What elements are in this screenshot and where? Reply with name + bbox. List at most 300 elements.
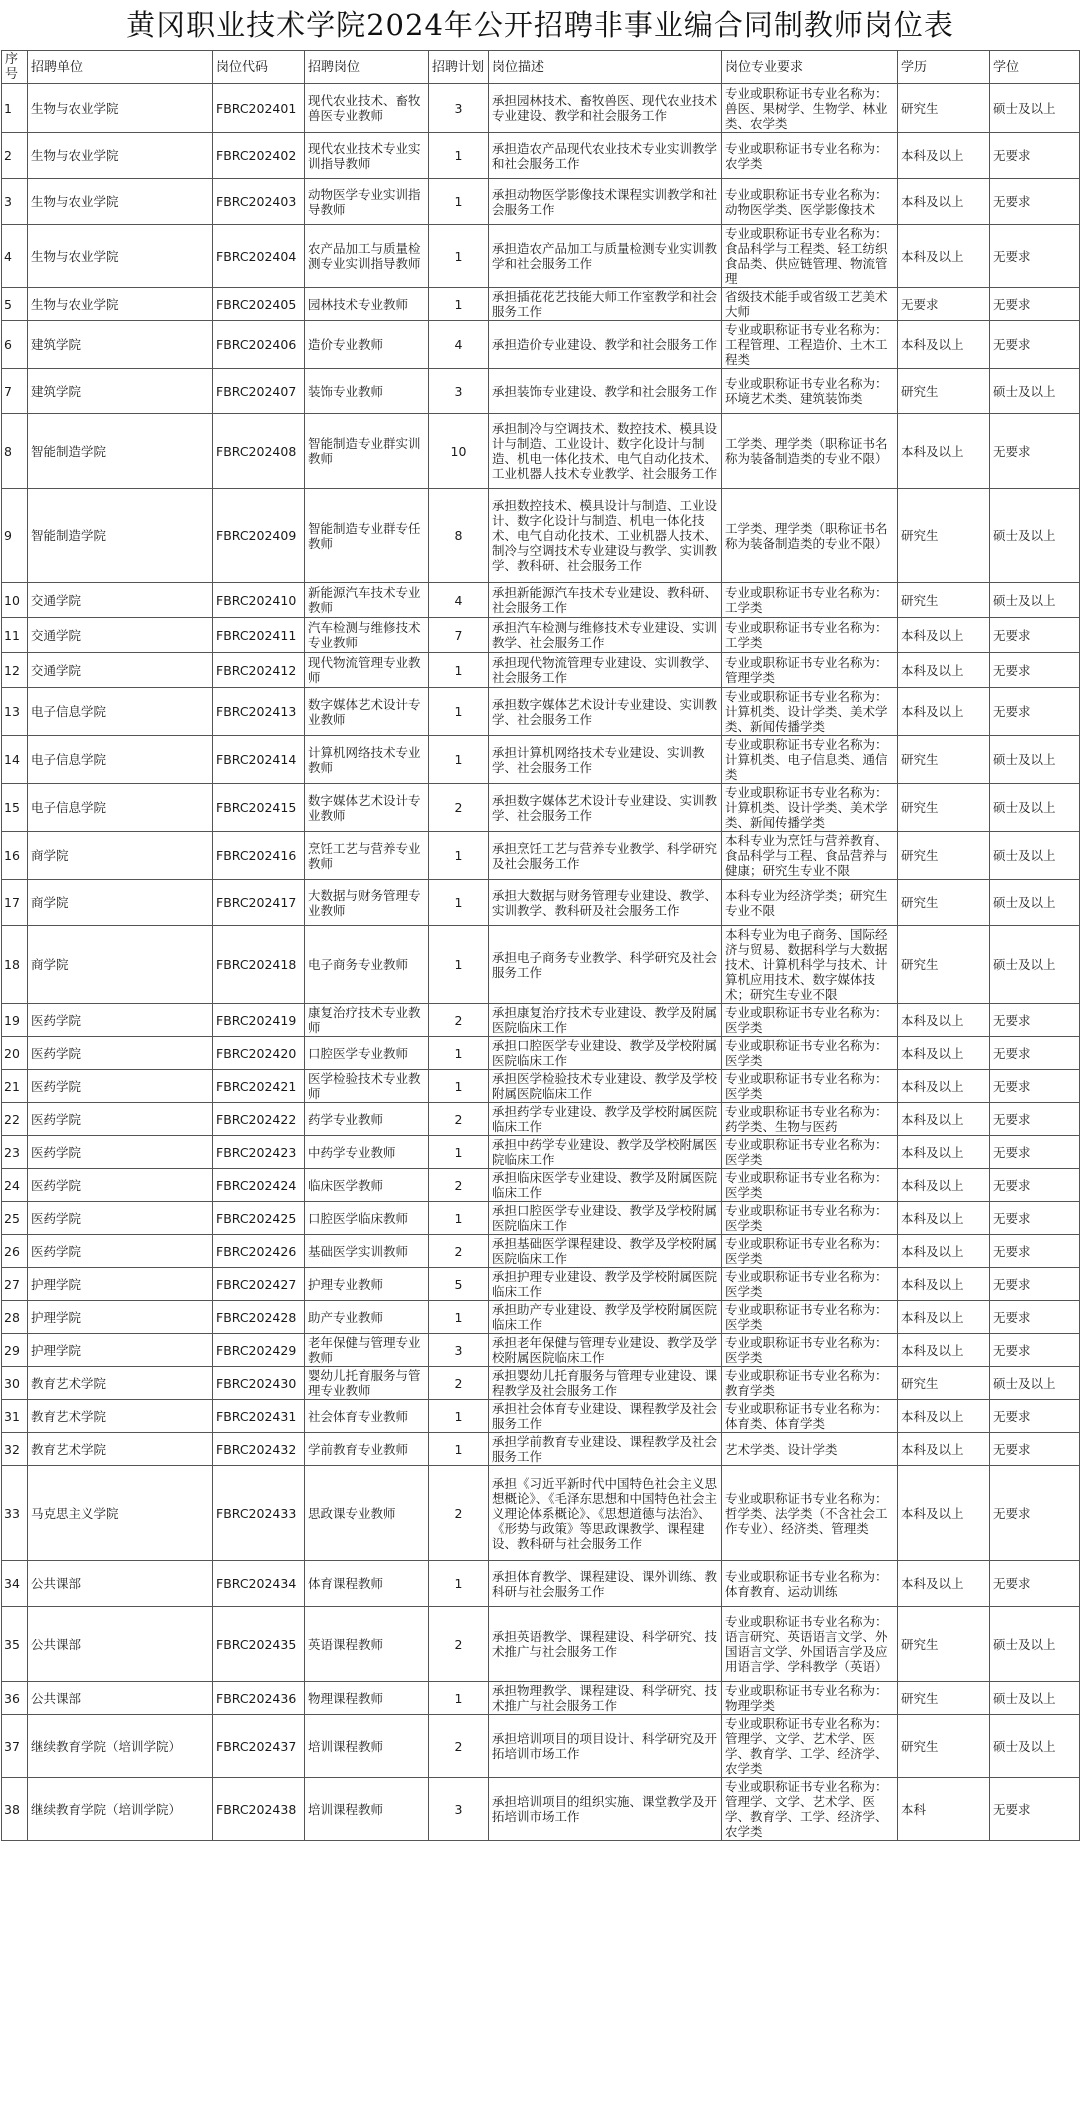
recruit-count-cell: 2: [429, 1169, 489, 1202]
position-code-cell: FBRC202404: [213, 225, 305, 288]
position-title-cell: 智能制造专业群专任教师: [305, 489, 429, 583]
degree-cell: 无要求: [990, 133, 1080, 179]
row-index-cell: 27: [2, 1268, 28, 1301]
position-code-cell: FBRC202416: [213, 832, 305, 880]
major-requirement-cell: 艺术学类、设计学类: [722, 1433, 898, 1466]
recruit-count-cell: 1: [429, 1400, 489, 1433]
education-cell: 本科及以上: [898, 653, 990, 688]
row-index-cell: 13: [2, 688, 28, 736]
row-index-cell: 28: [2, 1301, 28, 1334]
position-title-cell: 老年保健与管理专业教师: [305, 1334, 429, 1367]
position-title-cell: 新能源汽车技术专业教师: [305, 583, 429, 618]
degree-cell: 无要求: [990, 618, 1080, 653]
row-index-cell: 19: [2, 1004, 28, 1037]
recruit-count-cell: 1: [429, 1433, 489, 1466]
major-requirement-cell: 专业或职称证书专业名称为：计算机类、设计学类、美术学类、新闻传播学类: [722, 784, 898, 832]
header-cell: 招聘计划: [429, 51, 489, 84]
degree-cell: 无要求: [990, 1070, 1080, 1103]
position-title-cell: 口腔医学专业教师: [305, 1037, 429, 1070]
degree-cell: 无要求: [990, 1103, 1080, 1136]
recruiting-unit-cell: 医药学院: [28, 1037, 213, 1070]
degree-cell: 硕士及以上: [990, 832, 1080, 880]
degree-cell: 无要求: [990, 225, 1080, 288]
table-row: [2, 688, 1080, 736]
degree-cell: 硕士及以上: [990, 1715, 1080, 1778]
position-title-cell: 装饰专业教师: [305, 369, 429, 414]
row-index-cell: 9: [2, 489, 28, 583]
table-row: [2, 1334, 1080, 1367]
education-cell: 本科: [898, 1778, 990, 1841]
position-code-cell: FBRC202418: [213, 926, 305, 1004]
table-row: [2, 832, 1080, 880]
recruiting-unit-cell: 智能制造学院: [28, 489, 213, 583]
table-row: [2, 1367, 1080, 1400]
position-code-cell: FBRC202403: [213, 179, 305, 225]
page-title: 黄冈职业技术学院2024年公开招聘非事业编合同制教师岗位表: [126, 8, 954, 42]
position-code-cell: FBRC202421: [213, 1070, 305, 1103]
position-title-cell: 培训课程教师: [305, 1715, 429, 1778]
row-index-cell: 26: [2, 1235, 28, 1268]
row-index-cell: 16: [2, 832, 28, 880]
major-requirement-cell: 专业或职称证书专业名称为：计算机类、设计学类、美术学类、新闻传播学类: [722, 688, 898, 736]
position-title-cell: 物理课程教师: [305, 1682, 429, 1715]
header-cell: 岗位代码: [213, 51, 305, 84]
major-requirement-cell: 专业或职称证书专业名称为：医学类: [722, 1268, 898, 1301]
header-cell: 序号: [2, 51, 28, 84]
recruiting-unit-cell: 电子信息学院: [28, 688, 213, 736]
position-description-cell: 承担烹饪工艺与营养专业教学、科学研究及社会服务工作: [489, 832, 722, 880]
major-requirement-cell: 专业或职称证书专业名称为：食品科学与工程类、轻工纺织食品类、供应链管理、物流管理: [722, 225, 898, 288]
degree-cell: 无要求: [990, 1561, 1080, 1607]
major-requirement-cell: 专业或职称证书专业名称为：哲学类、法学类（不含社会工作专业）、经济类、管理类: [722, 1466, 898, 1561]
header-cell: 岗位专业要求: [722, 51, 898, 84]
recruiting-unit-cell: 交通学院: [28, 583, 213, 618]
education-cell: 本科及以上: [898, 1235, 990, 1268]
table-row: [2, 369, 1080, 414]
position-code-cell: FBRC202423: [213, 1136, 305, 1169]
major-requirement-cell: 本科专业为经济学类；研究生专业不限: [722, 880, 898, 926]
recruiting-unit-cell: 交通学院: [28, 653, 213, 688]
positions-table: [1, 50, 1080, 1841]
table-row: [2, 1235, 1080, 1268]
recruit-count-cell: 1: [429, 653, 489, 688]
position-title-cell: 社会体育专业教师: [305, 1400, 429, 1433]
degree-cell: 无要求: [990, 1169, 1080, 1202]
degree-cell: 无要求: [990, 1037, 1080, 1070]
position-code-cell: FBRC202409: [213, 489, 305, 583]
row-index-cell: 10: [2, 583, 28, 618]
degree-cell: 硕士及以上: [990, 880, 1080, 926]
major-requirement-cell: 专业或职称证书专业名称为：医学类: [722, 1037, 898, 1070]
education-cell: 本科及以上: [898, 1037, 990, 1070]
major-requirement-cell: 专业或职称证书专业名称为：教育学类: [722, 1367, 898, 1400]
position-code-cell: FBRC202431: [213, 1400, 305, 1433]
degree-cell: 无要求: [990, 1334, 1080, 1367]
major-requirement-cell: 专业或职称证书专业名称为：药学类、生物与医药: [722, 1103, 898, 1136]
row-index-cell: 12: [2, 653, 28, 688]
position-code-cell: FBRC202411: [213, 618, 305, 653]
table-row: [2, 583, 1080, 618]
degree-cell: 硕士及以上: [990, 1607, 1080, 1682]
recruit-count-cell: 3: [429, 369, 489, 414]
major-requirement-cell: 专业或职称证书专业名称为：管理学类: [722, 653, 898, 688]
recruiting-unit-cell: 建筑学院: [28, 321, 213, 369]
position-description-cell: 承担助产专业建设、教学及学校附属医院临床工作: [489, 1301, 722, 1334]
row-index-cell: 32: [2, 1433, 28, 1466]
degree-cell: 无要求: [990, 688, 1080, 736]
recruiting-unit-cell: 医药学院: [28, 1235, 213, 1268]
recruit-count-cell: 10: [429, 414, 489, 489]
position-description-cell: 承担婴幼儿托育服务与管理专业建设、课程教学及社会服务工作: [489, 1367, 722, 1400]
recruit-count-cell: 1: [429, 688, 489, 736]
position-description-cell: 承担体育教学、课程建设、课外训练、教科研与社会服务工作: [489, 1561, 722, 1607]
row-index-cell: 25: [2, 1202, 28, 1235]
position-code-cell: FBRC202425: [213, 1202, 305, 1235]
position-title-cell: 园林技术专业教师: [305, 288, 429, 321]
table-row: [2, 1466, 1080, 1561]
education-cell: 无要求: [898, 288, 990, 321]
position-description-cell: 承担造农产品加工与质量检测专业实训教学和社会服务工作: [489, 225, 722, 288]
recruit-count-cell: 3: [429, 84, 489, 133]
major-requirement-cell: 专业或职称证书专业名称为：医学类: [722, 1301, 898, 1334]
degree-cell: 硕士及以上: [990, 784, 1080, 832]
row-index-cell: 15: [2, 784, 28, 832]
position-code-cell: FBRC202412: [213, 653, 305, 688]
recruit-count-cell: 5: [429, 1268, 489, 1301]
row-index-cell: 31: [2, 1400, 28, 1433]
position-description-cell: 承担新能源汽车技术专业建设、教科研、社会服务工作: [489, 583, 722, 618]
table-row: [2, 1778, 1080, 1841]
table-row: [2, 179, 1080, 225]
row-index-cell: 6: [2, 321, 28, 369]
table-row: [2, 1070, 1080, 1103]
position-code-cell: FBRC202417: [213, 880, 305, 926]
position-title-cell: 口腔医学临床教师: [305, 1202, 429, 1235]
position-description-cell: 承担数字媒体艺术设计专业建设、实训教学、社会服务工作: [489, 688, 722, 736]
recruiting-unit-cell: 电子信息学院: [28, 736, 213, 784]
row-index-cell: 34: [2, 1561, 28, 1607]
recruit-count-cell: 7: [429, 618, 489, 653]
position-description-cell: 承担《习近平新时代中国特色社会主义思想概论》、《毛泽东思想和中国特色社会主义理论体系概论》、《思想道德与法治》、《形势与政策》等思政课教学、课程建设、教科研与社会服务工作: [489, 1466, 722, 1561]
degree-cell: 硕士及以上: [990, 84, 1080, 133]
position-description-cell: 承担汽车检测与维修技术专业建设、实训教学、社会服务工作: [489, 618, 722, 653]
recruit-count-cell: 2: [429, 1607, 489, 1682]
table-row: [2, 1103, 1080, 1136]
major-requirement-cell: 专业或职称证书专业名称为：医学类: [722, 1169, 898, 1202]
recruit-count-cell: 3: [429, 1778, 489, 1841]
education-cell: 研究生: [898, 489, 990, 583]
degree-cell: 无要求: [990, 1268, 1080, 1301]
recruit-count-cell: 1: [429, 880, 489, 926]
degree-cell: 无要求: [990, 321, 1080, 369]
degree-cell: 硕士及以上: [990, 583, 1080, 618]
recruit-count-cell: 3: [429, 1334, 489, 1367]
position-description-cell: 承担动物医学影像技术课程实训教学和社会服务工作: [489, 179, 722, 225]
major-requirement-cell: 专业或职称证书专业名称为：管理学、文学、艺术学、医学、教育学、工学、经济学、农学类: [722, 1778, 898, 1841]
position-code-cell: FBRC202408: [213, 414, 305, 489]
major-requirement-cell: 专业或职称证书专业名称为：物理学类: [722, 1682, 898, 1715]
recruit-count-cell: 1: [429, 288, 489, 321]
recruit-count-cell: 1: [429, 133, 489, 179]
row-index-cell: 20: [2, 1037, 28, 1070]
recruit-count-cell: 1: [429, 1202, 489, 1235]
position-code-cell: FBRC202407: [213, 369, 305, 414]
recruiting-unit-cell: 医药学院: [28, 1004, 213, 1037]
recruiting-unit-cell: 教育艺术学院: [28, 1367, 213, 1400]
position-title-cell: 计算机网络技术专业教师: [305, 736, 429, 784]
table-row: [2, 1037, 1080, 1070]
position-description-cell: 承担数字媒体艺术设计专业建设、实训教学、社会服务工作: [489, 784, 722, 832]
table-row: [2, 926, 1080, 1004]
education-cell: 本科及以上: [898, 1004, 990, 1037]
position-title-cell: 医学检验技术专业教师: [305, 1070, 429, 1103]
degree-cell: 硕士及以上: [990, 489, 1080, 583]
recruit-count-cell: 2: [429, 1004, 489, 1037]
table-row: [2, 288, 1080, 321]
degree-cell: 无要求: [990, 1433, 1080, 1466]
row-index-cell: 8: [2, 414, 28, 489]
degree-cell: 无要求: [990, 1004, 1080, 1037]
position-title-cell: 动物医学专业实训指导教师: [305, 179, 429, 225]
header-cell: 岗位描述: [489, 51, 722, 84]
table-row: [2, 1682, 1080, 1715]
position-description-cell: 承担学前教育专业建设、课程教学及社会服务工作: [489, 1433, 722, 1466]
education-cell: 本科及以上: [898, 179, 990, 225]
row-index-cell: 1: [2, 84, 28, 133]
row-index-cell: 33: [2, 1466, 28, 1561]
recruiting-unit-cell: 生物与农业学院: [28, 133, 213, 179]
table-row: [2, 489, 1080, 583]
recruiting-unit-cell: 生物与农业学院: [28, 179, 213, 225]
recruit-count-cell: 1: [429, 736, 489, 784]
position-code-cell: FBRC202401: [213, 84, 305, 133]
major-requirement-cell: 专业或职称证书专业名称为：医学类: [722, 1070, 898, 1103]
position-description-cell: 承担临床医学专业建设、教学及附属医院临床工作: [489, 1169, 722, 1202]
recruit-count-cell: 1: [429, 1070, 489, 1103]
table-row: [2, 1715, 1080, 1778]
table-row: [2, 1136, 1080, 1169]
recruiting-unit-cell: 继续教育学院（培训学院）: [28, 1778, 213, 1841]
table-row: [2, 1268, 1080, 1301]
table-row: [2, 1301, 1080, 1334]
recruit-count-cell: 2: [429, 784, 489, 832]
position-title-cell: 中药学专业教师: [305, 1136, 429, 1169]
education-cell: 研究生: [898, 926, 990, 1004]
recruit-count-cell: 1: [429, 225, 489, 288]
position-code-cell: FBRC202427: [213, 1268, 305, 1301]
row-index-cell: 4: [2, 225, 28, 288]
position-description-cell: 承担插花花艺技能大师工作室教学和社会服务工作: [489, 288, 722, 321]
position-code-cell: FBRC202402: [213, 133, 305, 179]
education-cell: 本科及以上: [898, 1301, 990, 1334]
position-title-cell: 培训课程教师: [305, 1778, 429, 1841]
education-cell: 研究生: [898, 1715, 990, 1778]
recruiting-unit-cell: 马克思主义学院: [28, 1466, 213, 1561]
position-title-cell: 农产品加工与质量检测专业实训指导教师: [305, 225, 429, 288]
position-title-cell: 体育课程教师: [305, 1561, 429, 1607]
major-requirement-cell: 专业或职称证书专业名称为：农学类: [722, 133, 898, 179]
recruiting-unit-cell: 交通学院: [28, 618, 213, 653]
recruit-count-cell: 4: [429, 321, 489, 369]
major-requirement-cell: 专业或职称证书专业名称为：工学类: [722, 583, 898, 618]
row-index-cell: 21: [2, 1070, 28, 1103]
position-description-cell: 承担现代物流管理专业建设、实训教学、社会服务工作: [489, 653, 722, 688]
recruit-count-cell: 1: [429, 179, 489, 225]
degree-cell: 无要求: [990, 1778, 1080, 1841]
major-requirement-cell: 专业或职称证书专业名称为：体育类、体育学类: [722, 1400, 898, 1433]
position-title-cell: 现代农业技术专业实训指导教师: [305, 133, 429, 179]
recruiting-unit-cell: 医药学院: [28, 1169, 213, 1202]
position-description-cell: 承担制冷与空调技术、数控技术、模具设计与制造、工业设计、数字化设计与制造、机电一体化技术、电气自动化技术、工业机器人技术专业教学、社会服务工作: [489, 414, 722, 489]
position-title-cell: 汽车检测与维修技术专业教师: [305, 618, 429, 653]
position-code-cell: FBRC202435: [213, 1607, 305, 1682]
position-title-cell: 现代农业技术、畜牧兽医专业教师: [305, 84, 429, 133]
row-index-cell: 5: [2, 288, 28, 321]
table-row: [2, 1433, 1080, 1466]
recruit-count-cell: 1: [429, 1037, 489, 1070]
recruiting-unit-cell: 医药学院: [28, 1103, 213, 1136]
recruiting-unit-cell: 公共课部: [28, 1682, 213, 1715]
table-body: [2, 84, 1080, 1841]
table-row: [2, 1561, 1080, 1607]
row-index-cell: 29: [2, 1334, 28, 1367]
row-index-cell: 11: [2, 618, 28, 653]
row-index-cell: 18: [2, 926, 28, 1004]
education-cell: 本科及以上: [898, 1103, 990, 1136]
position-description-cell: 承担大数据与财务管理专业建设、教学、实训教学、教科研及社会服务工作: [489, 880, 722, 926]
education-cell: 研究生: [898, 583, 990, 618]
major-requirement-cell: 专业或职称证书专业名称为：动物医学类、医学影像技术: [722, 179, 898, 225]
position-description-cell: 承担电子商务专业教学、科学研究及社会服务工作: [489, 926, 722, 1004]
degree-cell: 无要求: [990, 653, 1080, 688]
position-description-cell: 承担口腔医学专业建设、教学及学校附属医院临床工作: [489, 1202, 722, 1235]
education-cell: 本科及以上: [898, 225, 990, 288]
position-description-cell: 承担口腔医学专业建设、教学及学校附属医院临床工作: [489, 1037, 722, 1070]
row-index-cell: 36: [2, 1682, 28, 1715]
recruiting-unit-cell: 生物与农业学院: [28, 225, 213, 288]
position-description-cell: 承担基础医学课程建设、教学及学校附属医院临床工作: [489, 1235, 722, 1268]
position-description-cell: 承担社会体育专业建设、课程教学及社会服务工作: [489, 1400, 722, 1433]
degree-cell: 硕士及以上: [990, 369, 1080, 414]
recruiting-unit-cell: 继续教育学院（培训学院）: [28, 1715, 213, 1778]
major-requirement-cell: 专业或职称证书专业名称为：工程管理、工程造价、土木工程类: [722, 321, 898, 369]
recruiting-unit-cell: 护理学院: [28, 1334, 213, 1367]
position-description-cell: 承担英语教学、课程建设、科学研究、技术推广与社会服务工作: [489, 1607, 722, 1682]
education-cell: 研究生: [898, 880, 990, 926]
degree-cell: 硕士及以上: [990, 926, 1080, 1004]
education-cell: 本科及以上: [898, 1136, 990, 1169]
position-description-cell: 承担装饰专业建设、教学和社会服务工作: [489, 369, 722, 414]
education-cell: 本科及以上: [898, 1268, 990, 1301]
degree-cell: 硕士及以上: [990, 1367, 1080, 1400]
position-title-cell: 智能制造专业群实训教师: [305, 414, 429, 489]
major-requirement-cell: 专业或职称证书专业名称为：体育教育、运动训练: [722, 1561, 898, 1607]
education-cell: 研究生: [898, 1607, 990, 1682]
major-requirement-cell: 专业或职称证书专业名称为：医学类: [722, 1235, 898, 1268]
position-code-cell: FBRC202422: [213, 1103, 305, 1136]
education-cell: 本科及以上: [898, 1334, 990, 1367]
major-requirement-cell: 专业或职称证书专业名称为：语言研究、英语语言文学、外国语言文学、外国语言学及应用语言学、学科教学（英语）: [722, 1607, 898, 1682]
recruit-count-cell: 2: [429, 1367, 489, 1400]
education-cell: 研究生: [898, 736, 990, 784]
major-requirement-cell: 工学类、理学类（职称证书名称为装备制造类的专业不限）: [722, 414, 898, 489]
recruiting-unit-cell: 生物与农业学院: [28, 84, 213, 133]
table-row: [2, 225, 1080, 288]
degree-cell: 无要求: [990, 288, 1080, 321]
position-description-cell: 承担康复治疗技术专业建设、教学及附属医院临床工作: [489, 1004, 722, 1037]
position-title-cell: 学前教育专业教师: [305, 1433, 429, 1466]
education-cell: 本科及以上: [898, 1466, 990, 1561]
major-requirement-cell: 专业或职称证书专业名称为：计算机类、电子信息类、通信类: [722, 736, 898, 784]
education-cell: 本科及以上: [898, 1400, 990, 1433]
position-title-cell: 临床医学教师: [305, 1169, 429, 1202]
recruit-count-cell: 8: [429, 489, 489, 583]
recruiting-unit-cell: 护理学院: [28, 1301, 213, 1334]
recruiting-unit-cell: 商学院: [28, 832, 213, 880]
position-title-cell: 助产专业教师: [305, 1301, 429, 1334]
recruit-count-cell: 1: [429, 1682, 489, 1715]
position-title-cell: 护理专业教师: [305, 1268, 429, 1301]
table-row: [2, 1400, 1080, 1433]
degree-cell: 无要求: [990, 1301, 1080, 1334]
row-index-cell: 7: [2, 369, 28, 414]
position-title-cell: 婴幼儿托育服务与管理专业教师: [305, 1367, 429, 1400]
recruiting-unit-cell: 医药学院: [28, 1070, 213, 1103]
education-cell: 研究生: [898, 1682, 990, 1715]
recruiting-unit-cell: 商学院: [28, 926, 213, 1004]
major-requirement-cell: 专业或职称证书专业名称为：兽医、果树学、生物学、林业类、农学类: [722, 84, 898, 133]
education-cell: 本科及以上: [898, 1561, 990, 1607]
recruiting-unit-cell: 教育艺术学院: [28, 1433, 213, 1466]
recruit-count-cell: 1: [429, 926, 489, 1004]
recruiting-unit-cell: 生物与农业学院: [28, 288, 213, 321]
table-row: [2, 84, 1080, 133]
position-code-cell: FBRC202410: [213, 583, 305, 618]
recruiting-unit-cell: 护理学院: [28, 1268, 213, 1301]
recruiting-unit-cell: 公共课部: [28, 1561, 213, 1607]
education-cell: 研究生: [898, 369, 990, 414]
education-cell: 本科及以上: [898, 618, 990, 653]
position-code-cell: FBRC202419: [213, 1004, 305, 1037]
recruit-count-cell: 1: [429, 1561, 489, 1607]
position-code-cell: FBRC202434: [213, 1561, 305, 1607]
position-title-cell: 烹饪工艺与营养专业教师: [305, 832, 429, 880]
recruit-count-cell: 1: [429, 1301, 489, 1334]
position-code-cell: FBRC202406: [213, 321, 305, 369]
position-code-cell: FBRC202414: [213, 736, 305, 784]
recruiting-unit-cell: 商学院: [28, 880, 213, 926]
position-description-cell: 承担药学专业建设、教学及学校附属医院临床工作: [489, 1103, 722, 1136]
table-row: [2, 736, 1080, 784]
degree-cell: 硕士及以上: [990, 1682, 1080, 1715]
table-row: [2, 653, 1080, 688]
degree-cell: 无要求: [990, 1466, 1080, 1561]
table-header-row: [2, 51, 1080, 84]
position-code-cell: FBRC202420: [213, 1037, 305, 1070]
recruit-count-cell: 1: [429, 1136, 489, 1169]
position-code-cell: FBRC202413: [213, 688, 305, 736]
header-cell: 招聘单位: [28, 51, 213, 84]
position-code-cell: FBRC202436: [213, 1682, 305, 1715]
table-row: [2, 1004, 1080, 1037]
header-cell: 学位: [990, 51, 1080, 84]
position-description-cell: 承担护理专业建设、教学及学校附属医院临床工作: [489, 1268, 722, 1301]
degree-cell: 无要求: [990, 179, 1080, 225]
position-code-cell: FBRC202424: [213, 1169, 305, 1202]
education-cell: 研究生: [898, 832, 990, 880]
major-requirement-cell: 专业或职称证书专业名称为：环境艺术类、建筑装饰类: [722, 369, 898, 414]
table-row: [2, 784, 1080, 832]
